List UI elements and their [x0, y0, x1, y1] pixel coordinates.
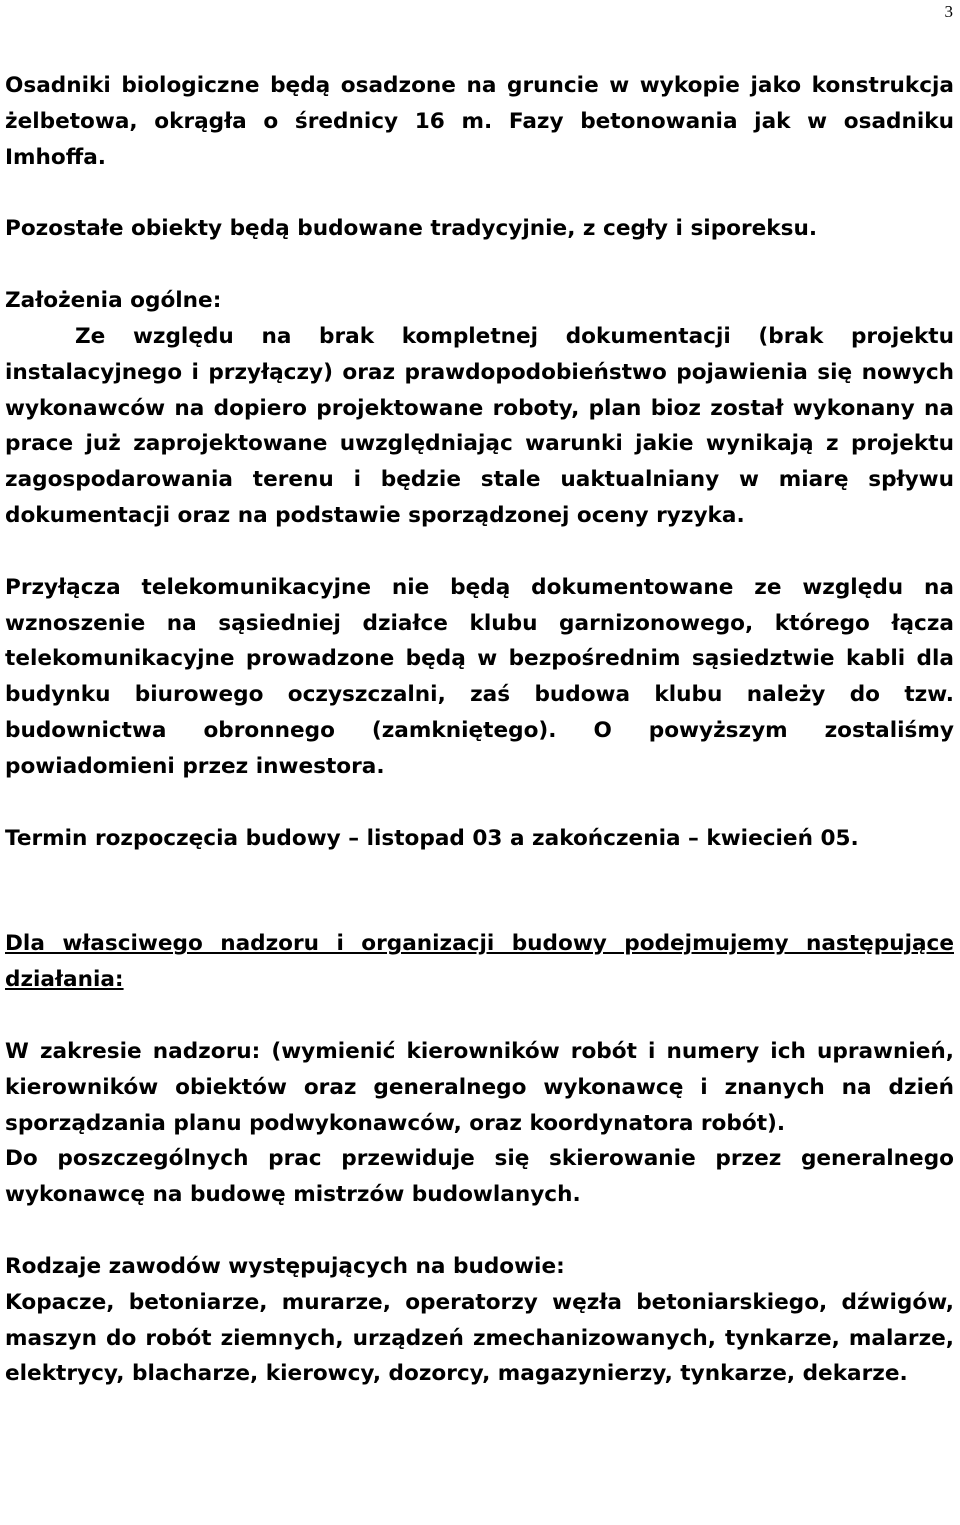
- supervision-scope-text: (wymienić kierowników robót i numery ich uprawnień, kierowników obiektów oraz generalnego wykonawcę i znanych na dzień sporządzania planu podwykonawców, oraz koordynatora robót).: [5, 1038, 954, 1136]
- heading-trades: Rodzaje zawodów występujących na budowie:: [5, 1253, 565, 1279]
- paragraph-master-builders: Do poszczególnych prac przewiduje się skierowanie przez generalnego wykonawcę na budowę mistrzów budowlanych.: [5, 1146, 954, 1208]
- paragraph-supervision-scope: [5, 1034, 954, 1141]
- paragraph-trades-list: Kopacze, betoniarze, murarze, operatorzy węzła betoniarskiego, dźwigów, maszyn do robót ziemnych, urządzeń zmechanizowanych, tynkarze, malarze, elektrycy, blacharze, kierowcy, dozorcy, magazynierzy, tynkarze, dekarze.: [5, 1289, 954, 1387]
- paragraph-other-objects: Pozostałe obiekty będą budowane tradycyjnie, z cegły i siporeksu.: [5, 216, 818, 242]
- supervision-scope-lead: W zakresie nadzoru:: [5, 1038, 261, 1064]
- paragraph-general-assumptions: Ze względu na brak kompletnej dokumentacji (brak projektu instalacyjnego i przyłączy) oraz prawdopodobieństwo pojawienia się nowych wykonawców na dopiero projektowane roboty, plan bioz został wykonany na prace już zaprojektowane uwzględniając warunki jakie wynikają z projektu zagospodarowania terenu i będzie stale uaktualniany w miarę spływu dokumentacji oraz na podstawie sporządzonej oceny ryzyka.: [5, 323, 954, 528]
- document-body: [5, 68, 954, 1392]
- heading-general-assumptions: Założenia ogólne:: [5, 288, 222, 314]
- paragraph-schedule: Termin rozpoczęcia budowy – listopad 03 a zakończenia – kwiecień 05.: [5, 825, 859, 851]
- page-number: 3: [944, 2, 953, 21]
- heading-supervision-actions: Dla własciwego nadzoru i organizacji budowy podejmujemy następujące działania:: [5, 931, 954, 993]
- paragraph-telecom-connections: Przyłącza telekomunikacyjne nie będą dokumentowane ze względu na wznoszenie na sąsiedniej działce klubu garnizonowego, którego łącza telekomunikacyjne prowadzone będą w bezpośrednim sąsiedztwie kabli dla budynku biurowego oczyszczalni, zaś budowa klubu należy do tzw. budownictwa obronnego (zamkniętego). O powyższym zostaliśmy powiadomieni przez inwestora.: [5, 574, 954, 779]
- paragraph-settling-tanks: Osadniki biologiczne będą osadzone na gruncie w wykopie jako konstrukcja żelbetowa, okrągła o średnicy 16 m. Fazy betonowania jak w osadniku Imhoffa.: [5, 73, 954, 170]
